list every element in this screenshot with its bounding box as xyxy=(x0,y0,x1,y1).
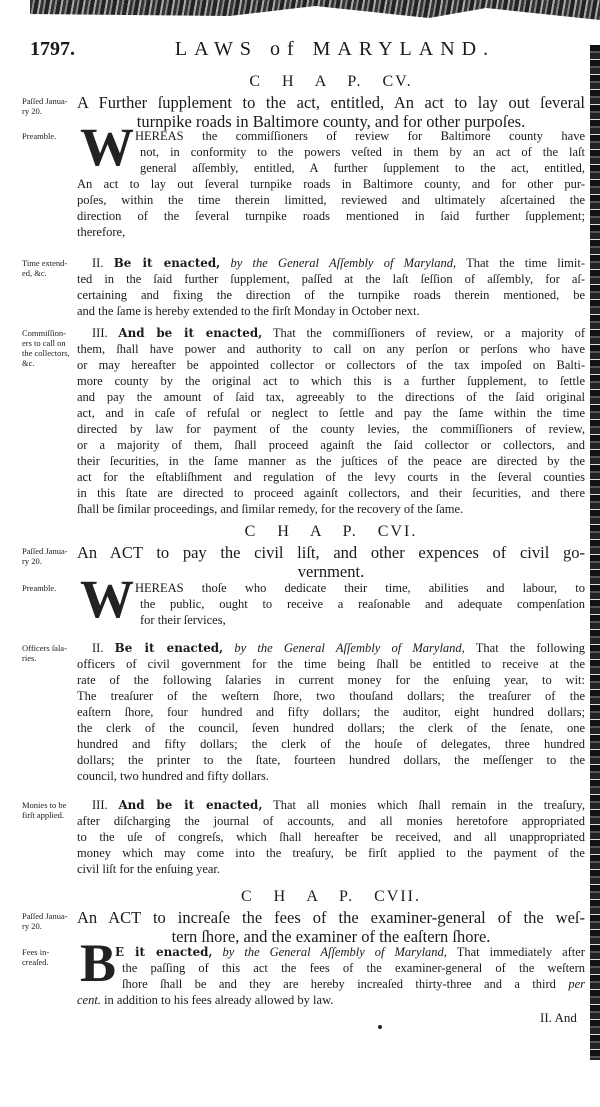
text-line: not, in conformity to the powers veſted in them by an act of the laſt xyxy=(140,145,585,159)
enacting-clause: And be it enacted, xyxy=(118,798,263,812)
chapter-heading: C H A P. CVII. xyxy=(240,888,422,905)
text-line: or may hereafter be appointed collector or collectors of the tax impoſed on Balti- xyxy=(77,358,585,372)
act-title-line: tern ſhore, and the examiner of the eaſtern ſhore. xyxy=(171,927,491,946)
enacting-clause: E it enacted, xyxy=(115,945,213,959)
text-line: An act to lay out ſeveral turnpike roads in Baltimore county, and for other pur- xyxy=(77,177,585,191)
text-line xyxy=(92,797,585,813)
text-line: and the ſame is hereby extended to the firſt Monday in October next. xyxy=(77,304,420,318)
margin-note: Time extend- xyxy=(22,258,68,268)
text-line: HEREAS thoſe who dedicate their time, abilities and labour, to xyxy=(135,581,585,595)
text-line: the public, ought to receive a reaſonable and adequate compenſation xyxy=(140,597,585,611)
text-line: after diſcharging the journal of accounts, and all monies heretofore appropriated xyxy=(77,814,585,828)
text-span: in addition to his fees already allowed by law. xyxy=(100,993,334,1007)
text-line: in this ſtate are directed to proceed againſt collectors, and their ſecurities, and there xyxy=(77,486,585,500)
drop-cap-b: B xyxy=(80,933,117,993)
margin-note: Officers ſala- xyxy=(22,643,67,653)
text-line: and pay the amount of ſaid tax, agreeably to the directions of the ſaid original xyxy=(77,390,585,404)
text-line: therefore, xyxy=(77,225,126,239)
text-span: III. xyxy=(92,326,119,340)
text-line: their ſecurities, in the ſame manner as the juſtices of the peace are directed by the xyxy=(77,454,585,468)
text-span: That the following xyxy=(464,641,586,655)
text-line: eaſtern ſhore, four hundred and fifty dollars; the auditor, eight hundred dollars; xyxy=(77,705,585,719)
running-head-title: LAWS of MARYLAND. xyxy=(174,38,496,60)
enacting-clause: Be it enacted, xyxy=(113,256,221,270)
margin-note: ry 20. xyxy=(22,921,42,931)
text-line xyxy=(122,976,585,992)
text-line xyxy=(115,944,585,960)
margin-note: &c. xyxy=(22,358,35,368)
italic-text: by the General Aſſembly of Maryland, xyxy=(223,641,465,655)
margin-note: Paſſed Janua- xyxy=(22,96,68,106)
text-line: officers of civil government for the time being ſhall be entitled to receive at the xyxy=(77,657,585,671)
text-line: more county by the original act to which this is a further ſupplement, to ſettle xyxy=(77,374,585,388)
text-line xyxy=(92,325,585,341)
text-line: The treaſurer of the weſtern ſhore, two thouſand dollars; the treaſurer of the xyxy=(77,689,585,703)
act-title-line: An ACT to increaſe the fees of the examiner-general of the weſ- xyxy=(77,908,585,927)
margin-note: ries. xyxy=(22,653,37,663)
text-line: them, ſhall have power and authority to call on any perſon or perſons who have xyxy=(77,342,585,356)
text-span: That the commiſſioners of review, or a majority of xyxy=(262,326,585,340)
chapter-heading: C H A P. CV. xyxy=(249,73,413,90)
text-span: That the time limit- xyxy=(456,256,586,270)
text-line: hundred and fifty dollars; the clerk of the houſe of delegates, three hundred xyxy=(77,737,585,751)
margin-note: Preamble. xyxy=(22,583,57,593)
text-line: general aſſembly, entitled, A further ſupplement to the act, entitled, xyxy=(140,161,585,175)
margin-note: firſt applied. xyxy=(22,810,65,820)
italic-text: by the General Aſſembly of Maryland, xyxy=(220,256,457,270)
text-span: II. xyxy=(92,256,114,270)
text-line: the paſſing of this act the fees of the examiner-general of the weſtern xyxy=(122,961,585,975)
margin-note: the collectors, xyxy=(22,348,70,358)
text-line xyxy=(92,640,585,656)
enacting-clause: And be it enacted, xyxy=(118,326,263,340)
text-line: rate of the following ſalaries in current money for the enſuing year, to wit: xyxy=(77,673,585,687)
text-line: council, two hundred and fifty dollars. xyxy=(77,769,269,783)
text-line: certaining and fixing the direction of the turnpike roads therein mentioned, be xyxy=(77,288,585,302)
margin-note: Paſſed Janua- xyxy=(22,911,68,921)
ink-dot xyxy=(378,1025,382,1029)
text-span: II. xyxy=(92,641,115,655)
text-line: act, and in caſe of refuſal or neglect to ſettle and pay the ſame within the time xyxy=(77,406,585,420)
catchword: II. And xyxy=(540,1010,577,1025)
text-line xyxy=(92,255,585,271)
act-title-line: An ACT to pay the civil liſt, and other expences of civil go- xyxy=(77,543,585,562)
text-line: for their ſervices, xyxy=(140,613,226,627)
text-line: ted in the ſaid further ſupplement, paſſed at the laſt ſeſſion of aſſembly, for aſ- xyxy=(77,272,585,286)
text-span: That immediately after xyxy=(446,945,585,959)
text-line: HEREAS the commiſſioners of review for Baltimore county have xyxy=(135,129,585,143)
margin-note: Monies to be xyxy=(22,800,67,810)
margin-note: creaſed. xyxy=(22,957,49,967)
margin-note: Commiſſion- xyxy=(22,328,66,338)
decorative-top-border xyxy=(30,0,600,20)
scan-edge-strip xyxy=(590,45,600,1060)
margin-note: ers to call on xyxy=(22,338,66,348)
act-title-line: vernment. xyxy=(297,562,365,581)
text-line: dollars; the printer to the ſtate, fourteen hundred dollars, the meſſenger to the xyxy=(77,753,585,767)
text-line: poſes, within the time therein limitted, reviewed and ultimately aſcertained the xyxy=(77,193,585,207)
text-line: ſhall be ſimilar proceedings, and ſimilar remedy, for the recovery of the ſame. xyxy=(77,502,464,516)
chapter-heading: C H A P. CVI. xyxy=(244,523,418,540)
italic-text: per xyxy=(568,977,585,991)
act-title-line: turnpike roads in Baltimore county, and for other purpoſes. xyxy=(136,112,526,131)
text-line: direction of the ſeveral turnpike roads mentioned in ſaid further ſupplement; xyxy=(77,209,585,223)
text-span: ſhore ſhall be and they are hereby increaſed thirty-three and a third xyxy=(122,977,569,991)
text-line xyxy=(77,992,585,1008)
margin-note: Fees in- xyxy=(22,947,50,957)
text-line: or a majority of them, ſhall proceed againſt the ſaid collector or collectors, and xyxy=(77,438,585,452)
text-line: act for the eſtabliſhment and regulation of the levy courts in the ſeveral counties xyxy=(77,470,585,484)
act-title-line: A Further ſupplement to the act, entitled, An act to lay out ſeveral xyxy=(77,93,585,112)
text-line: civil liſt for the enſuing year. xyxy=(77,862,221,876)
text-line: directed by law for payment of the county levies, the commiſſioners of review, xyxy=(77,422,585,436)
margin-note: ry 20. xyxy=(22,556,42,566)
page-year: 1797. xyxy=(30,38,75,60)
text-line: the clerk of the council, ſeven hundred dollars; the clerk of the ſenate, one xyxy=(77,721,585,735)
enacting-clause: Be it enacted, xyxy=(114,641,224,655)
drop-cap-w: W xyxy=(80,117,134,177)
margin-note: Paſſed Janua- xyxy=(22,546,68,556)
italic-text: by the General Aſſembly of Maryland, xyxy=(212,945,447,959)
margin-note: Preamble. xyxy=(22,131,57,141)
text-line: money which may come into the treaſury, be firſt applied to the payment of the xyxy=(77,846,585,860)
text-span: That all monies which ſhall remain in the treaſury, xyxy=(262,798,585,812)
text-span: III. xyxy=(92,798,119,812)
margin-note: ry 20. xyxy=(22,106,42,116)
text-line: to the uſe of congreſs, which ſhall hereafter be received, and all unappropriated xyxy=(77,830,585,844)
margin-note: ed, &c. xyxy=(22,268,47,278)
italic-text: cent. xyxy=(77,993,101,1007)
drop-cap-w: W xyxy=(80,569,134,629)
